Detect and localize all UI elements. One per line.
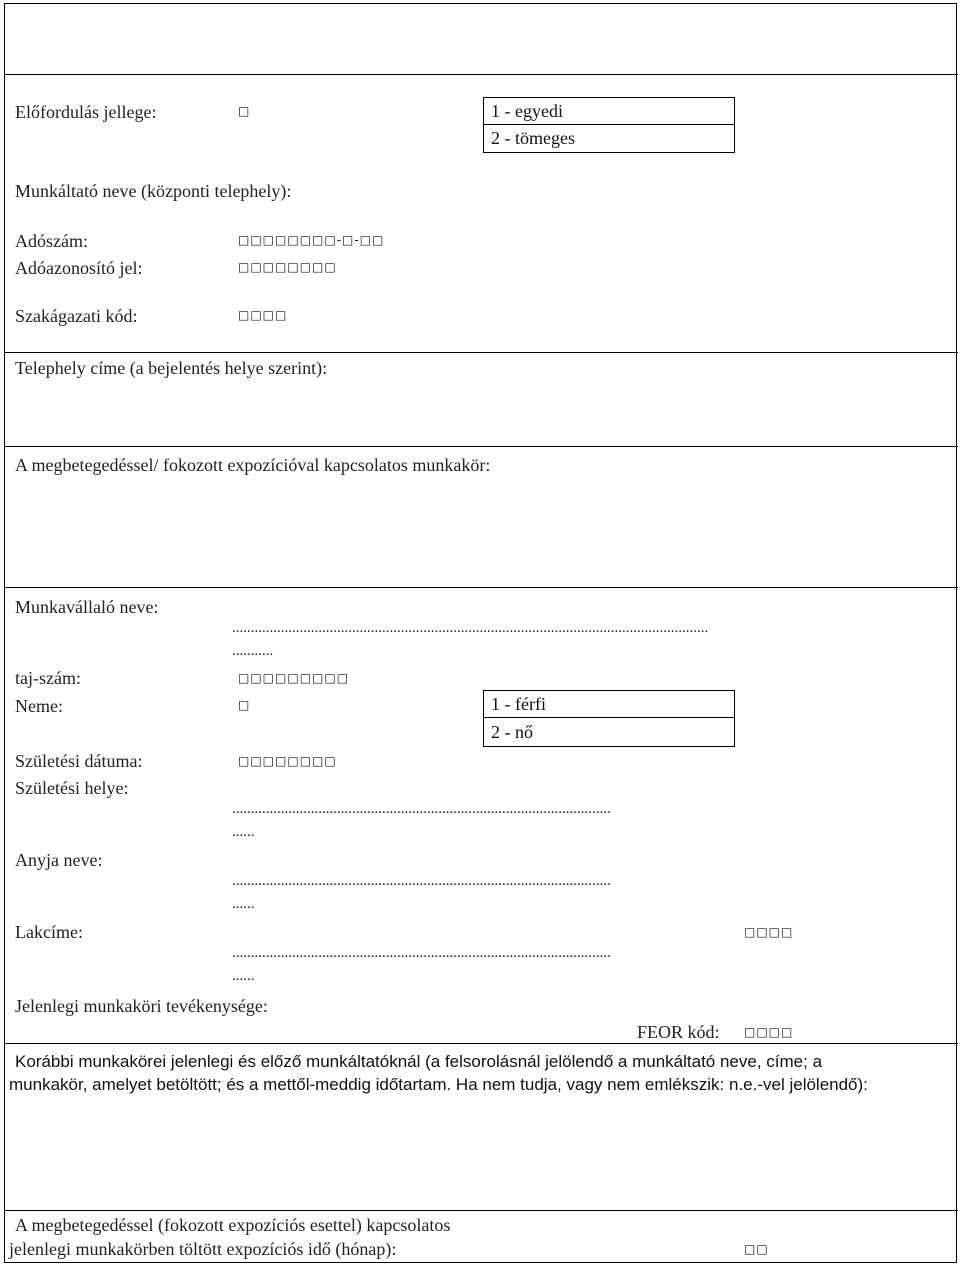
mother-name-line-cont: ......	[232, 896, 255, 912]
address-line-cont: ......	[232, 968, 255, 984]
divider	[5, 1210, 958, 1211]
employee-name-line-cont: ...........	[232, 643, 274, 659]
previous-jobs-text-line2: munkakör, amelyet betöltött; és a mettől-meddig időtartam. Ha nem tudja, vagy nem emlékszik: n.e.-vel jelölendő):	[9, 1075, 868, 1094]
tax-id-boxes[interactable]: □□□□□□□□	[238, 260, 337, 274]
postal-code-boxes[interactable]: □□□□	[744, 925, 794, 939]
address-line[interactable]: .....................................................................................................	[232, 945, 611, 961]
occurrence-options	[483, 97, 735, 153]
taj-boxes[interactable]: □□□□□□□□□	[238, 671, 350, 685]
birth-place-label: Születési helye:	[15, 778, 129, 798]
feor-label: FEOR kód:	[637, 1022, 720, 1042]
birth-place-line-cont: ......	[232, 824, 255, 840]
sex-option-male[interactable]: 1 - férfi	[484, 691, 734, 718]
employee-name-label: Munkavállaló neve:	[15, 597, 159, 617]
taj-label: taj-szám:	[15, 668, 81, 688]
industry-code-label: Szakágazati kód:	[15, 306, 138, 326]
sex-label: Neme:	[15, 696, 63, 716]
mother-name-label: Anyja neve:	[15, 850, 103, 870]
divider	[5, 352, 958, 353]
employer-name-label: Munkáltató neve (központi telephely):	[15, 181, 292, 201]
employee-name-line[interactable]: ...............................................................................................................................	[232, 620, 709, 636]
birth-place-line[interactable]: .....................................................................................................	[232, 801, 611, 817]
tax-number-label: Adószám:	[15, 231, 88, 251]
sex-options	[483, 690, 735, 747]
divider	[5, 587, 958, 588]
sex-checkbox[interactable]: □	[238, 698, 251, 712]
site-address-label: Telephely címe (a bejelentés helye szerint):	[15, 358, 328, 378]
tax-id-label: Adóazonosító jel:	[15, 258, 143, 278]
exposure-time-boxes[interactable]: □□	[744, 1242, 769, 1256]
exposure-time-label-line2: jelenlegi munkakörben töltött expozíciós idő (hónap):	[9, 1239, 397, 1259]
previous-jobs-text-line1: Korábbi munkakörei jelenlegi és előző munkáltatóknál (a felsorolásnál jelölendő a munkáltató neve, címe; a	[15, 1052, 823, 1071]
mother-name-line[interactable]: .....................................................................................................	[232, 873, 611, 889]
occurrence-checkbox[interactable]: □	[238, 104, 251, 118]
feor-boxes[interactable]: □□□□	[744, 1025, 794, 1039]
divider	[5, 1043, 958, 1044]
current-activity-label: Jelenlegi munkaköri tevékenysége:	[15, 996, 268, 1016]
divider	[5, 74, 958, 75]
tax-number-boxes[interactable]: □□□□□□□□-□-□□	[238, 233, 385, 247]
birth-date-boxes[interactable]: □□□□□□□□	[238, 754, 337, 768]
birth-date-label: Születési dátuma:	[15, 751, 143, 771]
exposure-time-label-line1: A megbetegedéssel (fokozott expozíciós esettel) kapcsolatos	[15, 1215, 451, 1235]
sex-option-female[interactable]: 2 - nő	[491, 722, 533, 742]
occurrence-label: Előfordulás jellege:	[15, 102, 157, 122]
occurrence-option-mass[interactable]: 2 - tömeges	[491, 128, 575, 148]
occurrence-option-single[interactable]: 1 - egyedi	[484, 98, 734, 125]
address-label: Lakcíme:	[15, 922, 83, 942]
industry-code-boxes[interactable]: □□□□	[238, 308, 288, 322]
job-label: A megbetegedéssel/ fokozott expozícióval kapcsolatos munkakör:	[15, 455, 491, 475]
divider	[5, 446, 958, 447]
